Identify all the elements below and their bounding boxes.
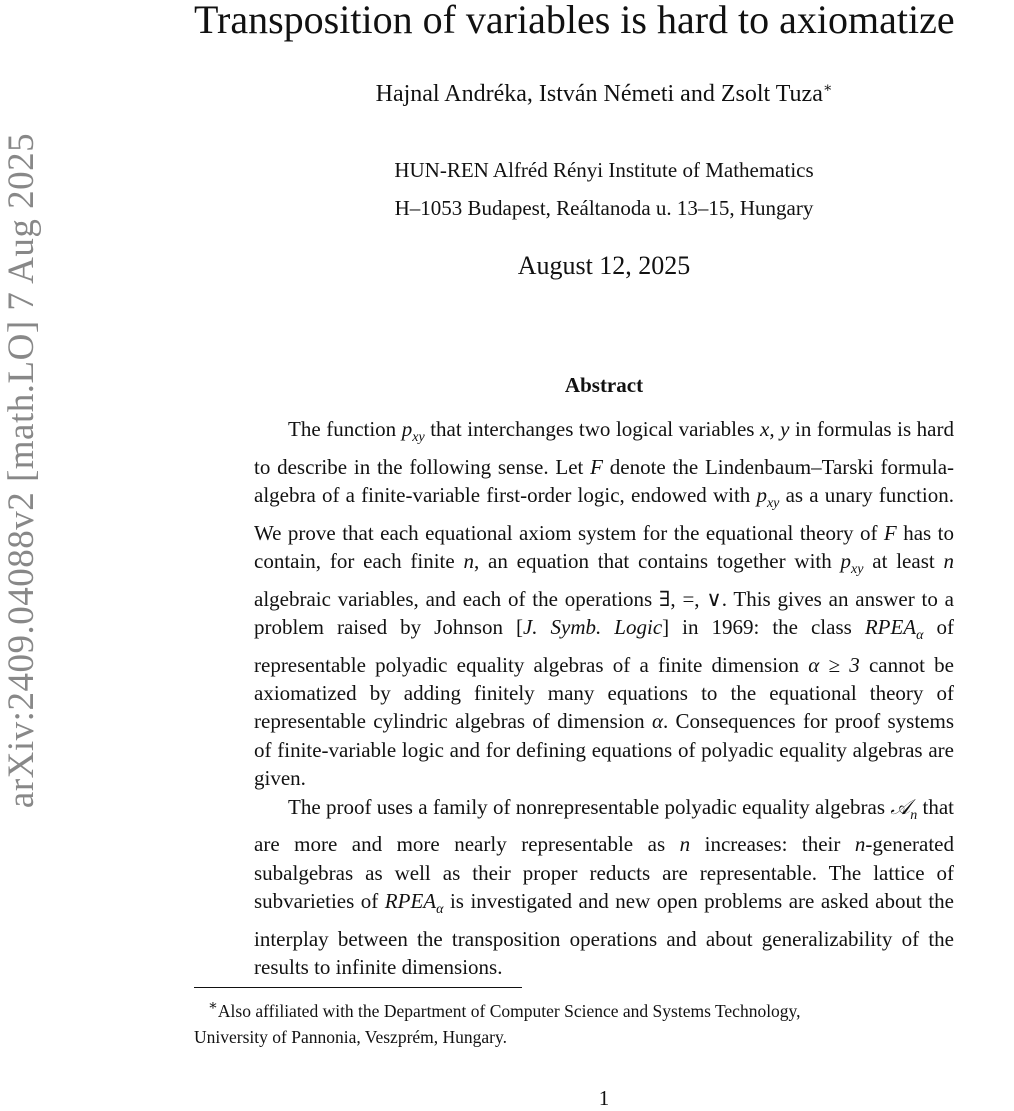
paper-title: Transposition of variables is hard to axiomatize: [194, 0, 955, 42]
affiliation-line-2: H–1053 Budapest, Reáltanoda u. 13–15, Hungary: [394, 196, 814, 220]
math-F: F: [590, 454, 603, 479]
abstract-body: [254, 415, 954, 981]
math-pxy: $p_{xy}$: [756, 483, 780, 512]
math-pxy: $p_{xy}$: [840, 549, 864, 578]
author-footnote-mark: ∗: [822, 81, 833, 96]
authors: Hajnal Andréka, István Németi and Zsolt Tuza: [375, 81, 823, 107]
math-n: n: [679, 832, 691, 857]
math-n: n: [943, 549, 954, 573]
math-n: n: [854, 832, 866, 857]
math-pxy: $p_{xy}$: [401, 417, 425, 446]
math-n: n: [463, 549, 474, 573]
math-xy-vars: x, y: [760, 417, 790, 441]
affiliation-line-1: HUN-REN Alfréd Rényi Institute of Mathematics: [394, 158, 814, 182]
footnote-rule: [194, 987, 522, 988]
math-rpea: $RPEA_\alpha$: [864, 615, 924, 644]
math-rpea: $RPEA_\alpha$: [384, 889, 444, 918]
page-number: 1: [598, 1086, 610, 1110]
math-alpha-geq: α ≥ 3: [808, 652, 860, 677]
abstract-paragraph-1: The function $p_{xy}$ that interchanges two logical variables x, y in formulas is hard to describe in the following sense. Let F denote the Lindenbaum–Tarski formula-algebra of a finite-variable first-order logic, endowed with $p_{xy}$ as a unary function. We prove that each equational axiom system for the equational theory of F has to contain, for each finite n, an equation that contains together with $p_{xy}$ at least n algebraic variables, and each of the operations ∃, =, ∨. This gives an answer to a problem raised by Johnson [J. Symb. Logic] in 1969: the class $RPEA_\alpha$ of representable polyadic equality algebras of a finite dimension α ≥ 3 cannot be axiomatized by adding finitely many equations to the equational theory of representable cylindric algebras of dimension α. Consequences for proof systems of finite-variable logic and for defining equations of polyadic equality algebras are given.: [254, 417, 955, 791]
footnote-line-1: ∗Also affiliated with the Department of Computer Science and Systems Technology,: [208, 998, 801, 1021]
math-F: F: [883, 520, 897, 545]
footnote: [194, 993, 1014, 1050]
author-line: [194, 80, 1014, 108]
math-alpha: α: [651, 709, 663, 734]
arxiv-sidebar: [0, 80, 44, 860]
journal-citation: J. Symb. Logic: [522, 615, 663, 639]
math-An: 𝒜$_n$: [890, 794, 918, 823]
arxiv-identifier: arXiv:2409.04088v2 [math.LO] 7 Aug 2025: [1, 132, 43, 808]
abstract-heading: Abstract: [564, 373, 644, 397]
footnote-line-2: University of Pannonia, Veszprém, Hungary.: [194, 1026, 507, 1047]
footnote-mark: ∗: [208, 998, 218, 1014]
paper-date: August 12, 2025: [517, 251, 691, 280]
abstract-paragraph-2: The proof uses a family of nonrepresentable polyadic equality algebras 𝒜$_n$ that are more and more nearly representable as n increases: their n-generated subalgebras as well as their proper reducts are representable. The lattice of subvarieties of $RPEA_\alpha$ is investigated and new open problems are asked about the interplay between the transposition operations and about generalizability of the results to infinite dimensions.: [254, 794, 954, 980]
